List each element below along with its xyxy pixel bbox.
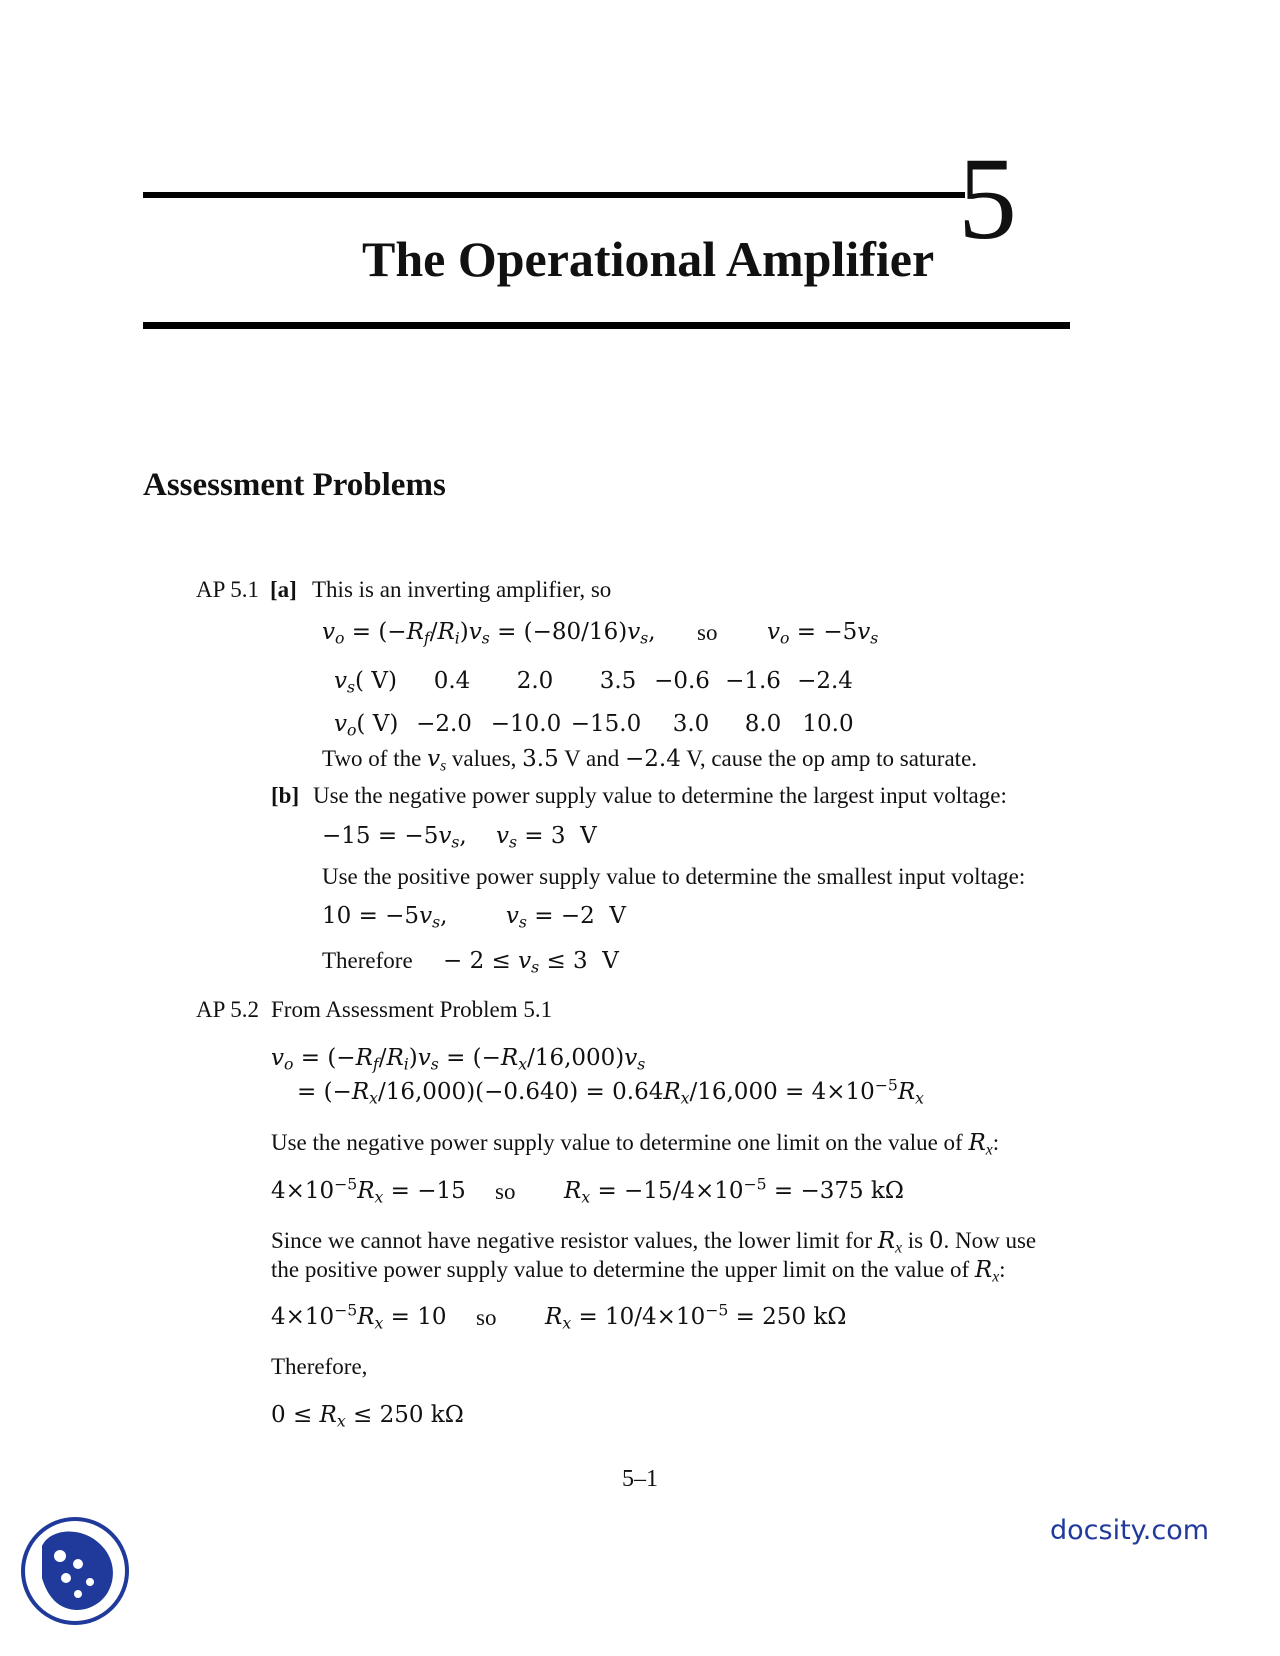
table-vo-cell: 8.0 bbox=[744, 711, 782, 737]
ap52-neg-limit-text: Use the negative power supply value to determine one limit on the value of $R_x$: bbox=[271, 1130, 1000, 1159]
ap51-part-b-tag: [b] bbox=[271, 783, 300, 808]
ap51-equation-smallest: $10 = -5v_s$, $v_s = -2$ V bbox=[322, 903, 626, 932]
docsity-brand-link[interactable]: docsity.com bbox=[1050, 1515, 1210, 1546]
table-vo-cell: −10.0 bbox=[490, 711, 562, 737]
ap52-equation-range: $0 \le R_x \le 250$ kΩ bbox=[271, 1402, 464, 1431]
table-vo-cell: −2.0 bbox=[416, 711, 472, 737]
section-title: Assessment Problems bbox=[143, 467, 446, 503]
ap51-label: AP 5.1 bbox=[196, 577, 260, 602]
ap52-so-2: so bbox=[476, 1305, 497, 1330]
docsity-logo-icon bbox=[20, 1516, 130, 1626]
ap52-since-line-1: Since we cannot have negative resistor values, the lower limit for $R_x$ is 0. Now use bbox=[271, 1228, 1037, 1257]
ap52-equation-neg-limit: $4\times 10^{-5}R_x = -15$ bbox=[271, 1174, 466, 1207]
ap51-part-a-intro: This is an inverting amplifier, so bbox=[312, 577, 612, 602]
table-vo-cell: 10.0 bbox=[802, 711, 854, 737]
ap51-equation-gain: $v_o = -5v_s$ bbox=[767, 619, 879, 648]
ap51-equation-range: − $2 \le v_s \le 3$ V bbox=[443, 948, 619, 977]
ap52-equation-vo-2: = $(-R_x/16,000)(-0.640) = 0.64R_x/16,000 = 4\times 10^{-5}R_x$ bbox=[297, 1075, 924, 1108]
table-vo-cell: −15.0 bbox=[570, 711, 642, 737]
page-number: 5–1 bbox=[622, 1466, 658, 1492]
header-rule-bottom bbox=[143, 322, 1070, 329]
table-vs-cell: −0.6 bbox=[654, 668, 710, 694]
ap52-equation-pos-limit: $4\times 10^{-5}R_x = 10$ bbox=[271, 1300, 447, 1333]
table-vo-cell: 3.0 bbox=[672, 711, 710, 737]
ap51-equation-vo: $v_o = (-R_f/R_i)v_s = (-80/16)v_s$, bbox=[322, 619, 656, 648]
ap52-equation-vo-1: $v_o = (-R_f/R_i)v_s = (-R_x/16,000)v_s$ bbox=[271, 1045, 646, 1074]
ap52-equation-rx-neg: $R_x = -15/4\times 10^{-5} = -375$ kΩ bbox=[564, 1174, 904, 1207]
ap51-equation-largest: $-15 = -5v_s$, $v_s = 3$ V bbox=[322, 823, 597, 852]
ap52-intro: From Assessment Problem 5.1 bbox=[271, 997, 553, 1022]
ap51-part-a-tag: [a] bbox=[270, 577, 297, 602]
table-vs-cell: 3.5 bbox=[599, 668, 637, 694]
ap52-since-line-2: the positive power supply value to determine the upper limit on the value of $R_x$: bbox=[271, 1257, 1006, 1286]
ap51-saturate-note: Two of the $v_s$ values, 3.5 V and −2.4 V, cause the op amp to saturate. bbox=[322, 746, 978, 775]
table-vs-cell: −2.4 bbox=[797, 668, 853, 694]
ap51-therefore: Therefore bbox=[322, 948, 413, 973]
chapter-number: 5 bbox=[958, 133, 1017, 264]
table-vo-header: $v_o$( V) bbox=[334, 711, 399, 740]
table-vs-cell: −1.6 bbox=[725, 668, 781, 694]
ap52-equation-rx-pos: $R_x = 10/4\times 10^{-5} = 250$ kΩ bbox=[545, 1300, 847, 1333]
table-vs-cell: 0.4 bbox=[433, 668, 471, 694]
table-vs-header: $v_s$( V) bbox=[334, 668, 397, 697]
ap52-therefore: Therefore, bbox=[271, 1354, 368, 1379]
table-vs-cell: 2.0 bbox=[516, 668, 554, 694]
ap52-label: AP 5.2 bbox=[196, 997, 260, 1022]
ap51-part-b-mid: Use the positive power supply value to determine the smallest input voltage: bbox=[322, 864, 1026, 889]
header-rule-top bbox=[143, 192, 965, 198]
ap52-so-1: so bbox=[495, 1179, 516, 1204]
ap51-part-b-intro: Use the negative power supply value to determine the largest input voltage: bbox=[313, 783, 1007, 808]
ap51-so: so bbox=[697, 620, 718, 645]
chapter-title: The Operational Amplifier bbox=[362, 231, 935, 287]
